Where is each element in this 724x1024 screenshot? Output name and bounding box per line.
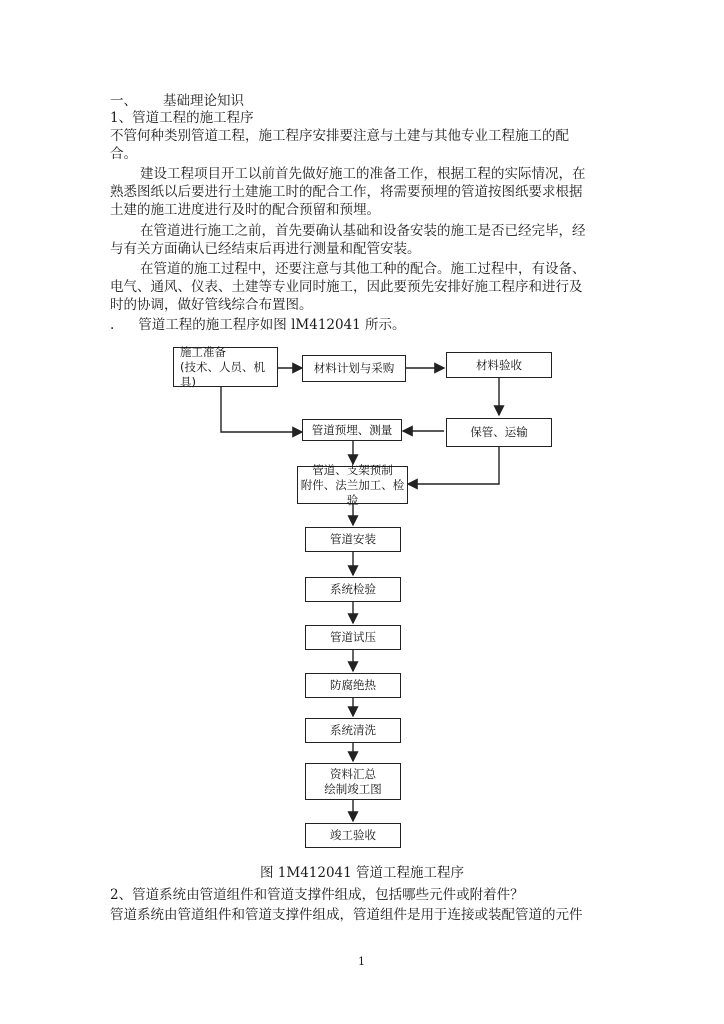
heading-title: 基础理论知识 [163,93,244,109]
body-line: 时的协调，做好管线综合布置图。 [110,297,313,313]
body-line: 电气、通风、仪表、土建等专业同时施工，因此要预先安排好施工程序和进行及 [110,279,583,295]
flow-box-system-inspection: 系统检验 [305,577,401,602]
body-line: 在管道的施工过程中，还要注意与其他工种的配合。施工过程中，有设备、 [140,261,586,277]
flow-box-documentation: 资料汇总 绘制竣工图 [305,763,401,800]
flow-box-material-check: 材料验收 [446,352,552,378]
flow-box-material-plan: 材料计划与采购 [302,355,406,382]
flow-box-prefabrication: 管道、支架预制 附件、法兰加工、检验 [297,466,408,504]
flow-box-embedding: 管道预埋、测量 [302,419,402,441]
flow-box-installation: 管道安装 [305,527,401,552]
page-number: 1 [358,955,365,968]
body-line: 土建的施工进度进行及时的配合预留和预埋。 [110,202,380,218]
arrow-storage-to-prefab [408,447,499,484]
heading-number: 一、 [110,93,137,109]
flow-box-storage-transport: 保管、运输 [446,418,552,447]
bullet-dot: . [110,317,115,333]
body-line: 与有关方面确认已经结束后再进行测量和配管安装。 [110,241,421,257]
body-line: 建设工程项目开工以前首先做好施工的准备工作，根据工程的实际情况，在 [140,166,586,182]
figure-reference: 管道工程的施工程序如图 lM412041 所示。 [138,317,406,333]
flow-box-anticorrosion: 防腐绝热 [305,673,401,698]
figure-caption: 图 1M412041 管道工程施工程序 [260,865,465,881]
flow-box-system-flush: 系统清洗 [305,718,401,743]
flow-box-pressure-test: 管道试压 [305,625,401,650]
body-line: 合。 [110,146,137,162]
body-line: 在管道进行施工之前，首先要确认基础和设备安装的施工是否已经完毕，经 [140,223,586,239]
flow-box-final-acceptance: 竣工验收 [305,823,401,848]
flow-box-preparation: 施工准备 (技术、人员、机具) [173,347,278,387]
arrow-prep-to-embed [221,387,302,432]
body-line: 不管何种类别管道工程，施工程序安排要注意与土建与其他专业工程施工的配 [110,128,569,144]
section1-title: 1、管道工程的施工程序 [110,110,254,126]
body-line: 熟悉图纸以后要进行土建施工时的配合工作，将需要预埋的管道按图纸要求根据 [110,184,583,200]
section2-title: 2、管道系统由管道组件和管道支撑件组成，包括哪些元件或附着件？ [110,887,524,903]
body-line: 管道系统由管道组件和管道支撑件组成，管道组件是用于连接或装配管道的元件 [110,907,583,923]
